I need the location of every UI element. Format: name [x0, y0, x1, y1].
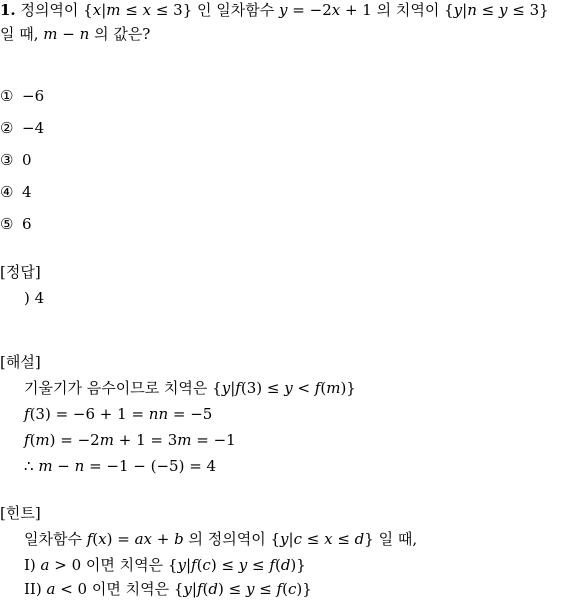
choice-5 [0, 214, 32, 234]
choice-value: −4 [22, 119, 45, 137]
hint-line-3: II) a < 0 이면 치역은 {y|f(d) ≤ y ≤ f(c)} [24, 580, 312, 598]
explanation-line-4: ∴ m − n = −1 − (−5) = 4 [24, 457, 217, 475]
question-number: 1. [0, 1, 16, 19]
choice-mark: ① [0, 87, 14, 105]
choice-value: 0 [22, 151, 32, 169]
choice-value: 4 [22, 183, 32, 201]
answer-header: [정답] [0, 263, 41, 281]
choice-3 [0, 150, 32, 170]
question-line-1: 1. 정의역이 {x|m ≤ x ≤ 3} 인 일차함수 y = −2x + 1 의 치역이 {y|n ≤ y ≤ 3} [0, 1, 549, 19]
choice-mark: ④ [0, 183, 14, 201]
choice-4 [0, 182, 32, 202]
hint-line-2: I) a > 0 이면 치역은 {y|f(c) ≤ y ≤ f(d)} [24, 556, 306, 574]
choice-1 [0, 86, 44, 106]
answer-text: ) 4 [24, 289, 45, 307]
choice-value: −6 [22, 87, 45, 105]
explanation-header: [해설] [0, 353, 41, 371]
choice-2 [0, 118, 44, 138]
question-line-2: 일 때, m − n 의 값은? [0, 25, 151, 43]
hint-header: [힌트] [0, 504, 41, 522]
choice-mark: ⑤ [0, 215, 14, 233]
explanation-line-2: f(3) = −6 + 1 = nn = −5 [24, 405, 213, 423]
choice-mark: ② [0, 119, 14, 137]
choice-value: 6 [22, 215, 32, 233]
choice-mark: ③ [0, 151, 14, 169]
explanation-line-3: f(m) = −2m + 1 = 3m = −1 [24, 431, 236, 449]
hint-line-1: 일차함수 f(x) = ax + b 의 정의역이 {y|c ≤ x ≤ d} 일 때, [24, 530, 418, 548]
explanation-line-1: 기울기가 음수이므로 치역은 {y|f(3) ≤ y < f(m)} [24, 379, 356, 397]
